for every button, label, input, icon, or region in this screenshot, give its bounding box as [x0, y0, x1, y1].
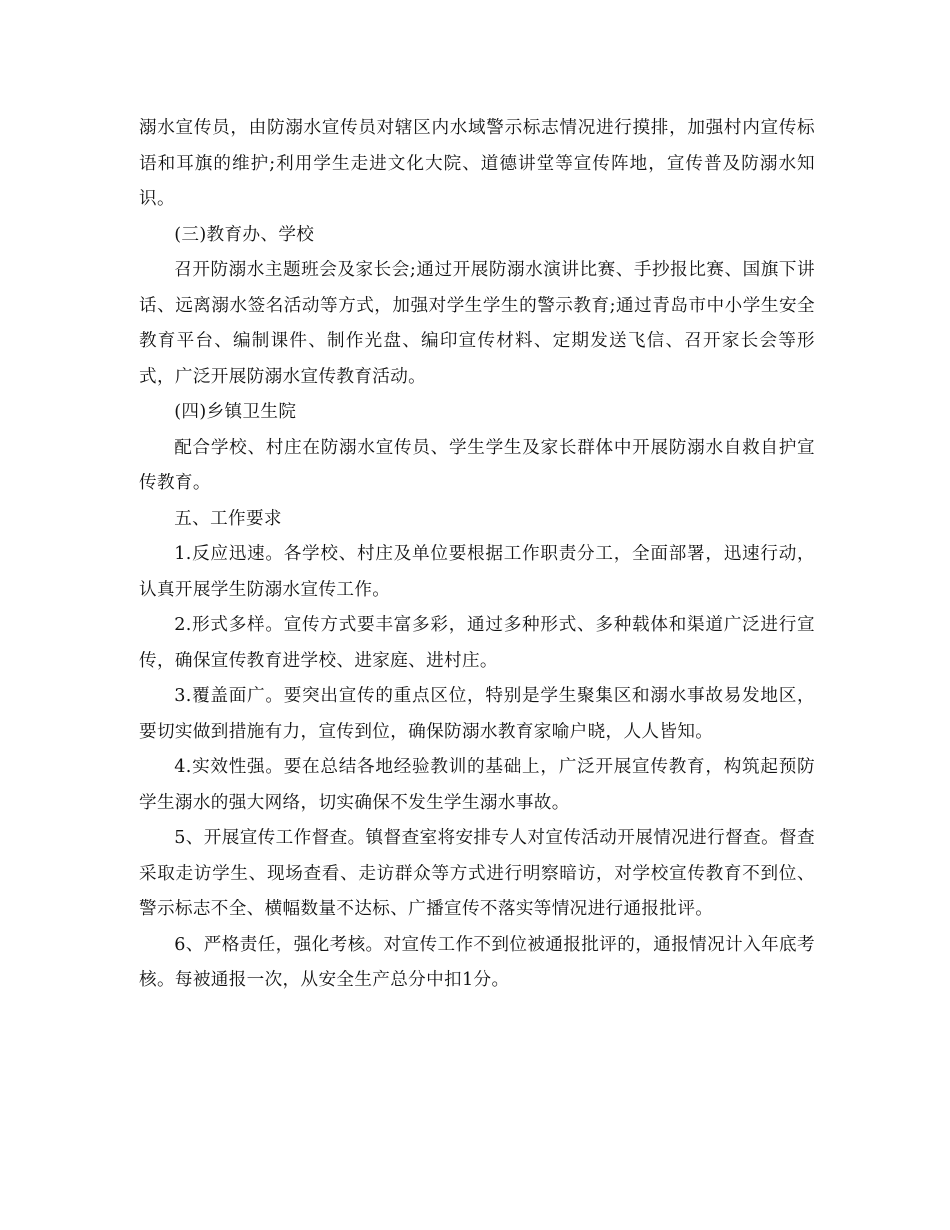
list-item-requirement-4: 4.实效性强。要在总结各地经验教训的基础上，广泛开展宣传教育，构筑起预防学生溺水的强大网络，切实确保不发生学生溺水事故。: [139, 757, 815, 813]
list-item-requirement-5: 5、开展宣传工作督查。镇督查室将安排专人对宣传活动开展情况进行督查。督查采取走访学生、现场查看、走访群众等方式进行明察暗访，对学校宣传教育不到位、警示标志不全、横幅数量不达标、广播宣传不落实等情况进行通报批评。: [139, 828, 815, 919]
paragraph-continuation: 溺水宣传员，由防溺水宣传员对辖区内水域警示标志情况进行摸排，加强村内宣传标语和耳旗的维护;利用学生走进文化大院、道德讲堂等宣传阵地，宣传普及防溺水知识。: [139, 118, 815, 209]
list-item-requirement-3: 3.覆盖面广。要突出宣传的重点区位，特别是学生聚集区和溺水事故易发地区，要切实做到措施有力，宣传到位，确保防溺水教育家喻户晓，人人皆知。: [139, 686, 815, 742]
section-heading-education: (三)教育办、学校: [174, 224, 315, 245]
document-body: [139, 111, 815, 999]
list-item-requirement-6: 6、严格责任，强化考核。对宣传工作不到位被通报批评的，通报情况计入年底考核。每被通报一次，从安全生产总分中扣1分。: [139, 934, 815, 990]
section-heading-health-center: (四)乡镇卫生院: [174, 402, 297, 422]
paragraph-health-center: 配合学校、村庄在防溺水宣传员、学生学生及家长群体中开展防溺水自救自护宣传教育。: [139, 437, 815, 493]
section-heading-work-requirements: 五、工作要求: [174, 508, 282, 529]
list-item-requirement-2: 2.形式多样。宣传方式要丰富多彩，通过多种形式、多种载体和渠道广泛进行宣传，确保宣传教育进学校、进家庭、进村庄。: [139, 615, 815, 671]
list-item-requirement-1: 1.反应迅速。各学校、村庄及单位要根据工作职责分工，全面部署，迅速行动，认真开展学生防溺水宣传工作。: [139, 544, 815, 600]
paragraph-education: 召开防溺水主题班会及家长会;通过开展防溺水演讲比赛、手抄报比赛、国旗下讲话、远离溺水签名活动等方式，加强对学生学生的警示教育;通过青岛市中小学生安全教育平台、编制课件、制作光盘、编印宣传材料、定期发送飞信、召开家长会等形式，广泛开展防溺水宣传教育活动。: [139, 260, 815, 387]
